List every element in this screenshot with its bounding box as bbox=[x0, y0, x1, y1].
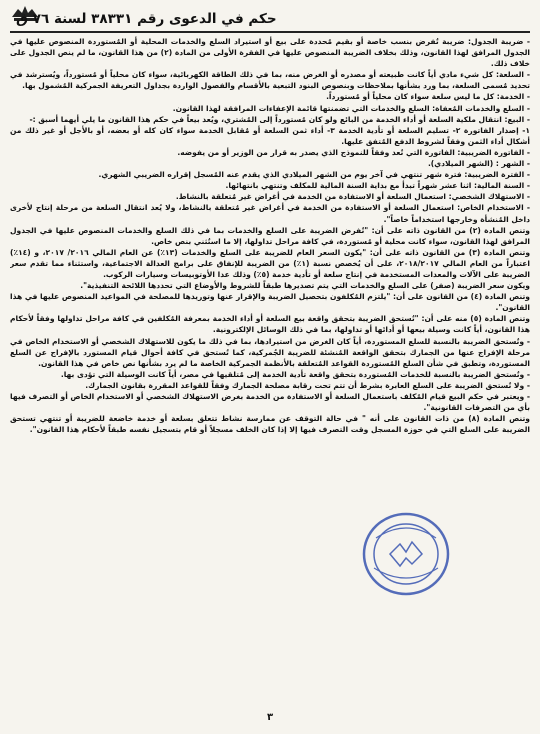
paragraph: - الفاتورة الضريبية: الفاتورة التي تُعد وفقاً للنموذج الذي يصدر به قرار من الوزير أو من يفوضه. bbox=[177, 147, 530, 157]
paragraph: وتنص المادة (٣) من القانون ذاته على أن: "يكون السعر العام للضريبة على السلع والخدمات (١٣٪) عن العام المالي ٢٠١٦/ ٢٠١٧، و (١٤٪) اعتباراً من العام المالي ٢٠١٨/٢٠١٧، على أن يُخصص نسبة (١٪) من الضريبة للإنفاق على برامج العدالة الاجتماعية، واستثناء مما تقدم سعر الضريبة على الآلات والمعدات المستخدمة في إنتاج سلعة أو تأدية خدمة (٥٪) وذلك عدا الأوتوبيسات وسيارات الركوب. bbox=[10, 247, 530, 279]
document-header bbox=[10, 8, 530, 30]
paragraph: - الفترة الضريبية: فترة شهر تنتهي في آخر يوم من الشهر الميلادي الذي يقدم عنه المُسجل إقراره الضريبي الشهري. bbox=[98, 170, 530, 180]
paragraph: - البيع: انتقال ملكية السلعة أو أداء الخدمة من البائع ولو كان مُستورداً إلى المُشتري، ويُعد بيعاً في حكم هذا القانون ما يلي أيهما أسبق :- bbox=[29, 114, 530, 124]
paragraph: - السلعة: كل شيء مادي أياً كانت طبيعته أو مصدره أو الغرض منه، بما في ذلك الطاقة الكهربائية، سواء كان محلياً أو مُستورداً، ويُسترشد في تحديد مُسمى السلعة، بما ورد بشأنها بملاحظات وبنصوص البنود التبعية بالأقسام والفصول الواردة بجداول التعريفة الجمركية المُشمول بها. bbox=[10, 70, 530, 91]
paragraph: - ولا تُستحق الضريبة على السلع العابرة بشرط أن تتم تحت رقابة مصلحة الجمارك وفقاً للقواعد المقررة بقانون الجمارك. bbox=[85, 380, 530, 390]
header-divider bbox=[10, 31, 530, 33]
paragraph: - الشهر : (الشهر الميلادي). bbox=[427, 159, 530, 169]
paragraph: - السنة المالية: اثنا عشر شهراً تبدأ مع بداية السنة المالية للمكلف وتنتهي بانتهائها. bbox=[225, 181, 530, 191]
paragraph: - الاستهلاك الشخصي: استعمال السلعة أو الاستفادة من الخدمة في أغراض غير مُتعلقة بالنشاط. bbox=[175, 192, 530, 202]
page-number: ٣ bbox=[266, 712, 274, 723]
paragraph: وتنص المادة (٥) منه على أن: "تُستحق الضريبة بتحقق واقعة بيع السلعة أو أداء الخدمة بمعرفة المُكلفين في كافة مراحل تداولها وفقاً لأحكام هذا القانون، أياً كانت وسيلة بيعها أو أدائها أو تداولها، بما في ذلك الوسائل الإلكترونية. bbox=[10, 314, 530, 335]
paragraph: - وتُستحق الضريبة بالنسبة للسلع المستوردة، أياً كان الغرض من استيرادها، بما في ذلك ما يكون للاستهلاك الشخصي أو الاستخدام الخاص في مرحلة الإفراج عنها من الجمارك بتحقق الواقعة المُنشئة للضريبة الجُمركية، كما تُستحق في كافة أحوال قيام المستورد بالإفراج عن السلع المستوردة، وتطبق في شأن السلع المُستوردة القواعد المُتعلقة بالأنظمة الجمركية الخاصة ما لم يرد بشأنها نص خاص في هذا القانون. bbox=[10, 336, 530, 368]
paragraph: وتنص المادة (٢) من القانون ذاته على أن: "تُفرض الضريبة على السلع والخدمات بما في ذلك السلع والخدمات المنصوص عليها في الجدول المرافق لهذا القانون، سواء كانت محلية أو مُستوردة، في كافة مراحل تداولها، إلا ما استُثني بنص خاص. bbox=[10, 225, 530, 246]
paragraph: وتنص المادة (٨) من ذات القانون على أنه " في حالة التوقف عن ممارسة نشاط تتعلق بسلعة أو خدمة خاضعة للضريبة أو تنتهي تستحق الضريبة على السلع التي في حوزة المسجل وقت التصرف فيها إلا إذا كان الخلف مسجلاً أو قام بتسجيل نفسه طبقاً لأحكام هذا القانون". bbox=[10, 414, 530, 435]
document-body bbox=[10, 36, 530, 706]
paragraph: - وتُستحق الضريبة بالنسبة للخدمات المُستوردة بتحقق واقعة تأدية الخدمة إلى مُتلقيها في مصر، أياً كانت الوسيلة التي تؤدى بها. bbox=[60, 369, 530, 379]
paragraph: - الاستخدام الخاص: استعمال السلعة أو الاستفادة من الخدمة في أغراض غير مُتعلقة بالنشاط، ولا يُعد انتقال السلعة من مرحلة إنتاج لأخرى داخل المُنشأة وخارجها استخداماً خاصاً". bbox=[10, 203, 530, 224]
paragraph: ١- إصدار الفاتورة ٢- تسليم السلعة أو تأدية الخدمة ٣- أداء ثمن السلعة أو مُقابل الخدمة سواء كان كله أو بعضه، أو بالأجل أو غير ذلك من أشكال أداء الثمن وفقاً لشروط الدفع المُتفق عليها. bbox=[10, 125, 530, 146]
paragraph: ويكون سعر الضريبة (صفر) على السلع والخدمات التي يتم تصديرها طبقاً للشروط والأوضاع التي تحددها اللائحة التنفيذية". bbox=[80, 281, 530, 291]
paragraph: - السلع والخدمات المُعفاة: السلع والخدمات التي تضمنتها قائمة الإعفاءات المرافقة لهذا القانون. bbox=[172, 103, 530, 113]
paragraph: - ضريبة الجدول: ضريبة تُفرض بنسب خاصة أو بقيم مُحددة على بيع أو استيراد السلع والخدمات المحلية أو المُستوردة المنصوص عليها في الجدول المرافق لهذا القانون، وذلك بخلاف الضريبة المنصوص عليها في الفقرة الأولى من المادة (٢) من هذا القانون، ما لم ينص الجدول على خلاف ذلك. bbox=[10, 37, 530, 69]
case-number-title: حكم في الدعوى رقم ٣٨٣٣١ لسنة ٧٦ ق bbox=[16, 11, 277, 27]
paragraph: - الخدمة: كل ما ليس سلعة سواء كان محلياً أو مُستورداً. bbox=[326, 92, 530, 102]
paragraph: وتنص المادة (٤) من القانون على أن: "يلتزم المُكلفون بتحصيل الضريبة والإقرار عنها وتوريدها للمصلحة في المواعيد المنصوص عليها في هذا القانون". bbox=[10, 292, 530, 313]
paragraph: - ويعتبر في حكم البيع قيام المُكلف باستعمال السلعة أو الاستفادة من الخدمة بغرض الاستهلاك الشخصي أو الاستخدام الخاص أو التصرف فيها بأي من التصرفات القانونية". bbox=[10, 392, 530, 413]
